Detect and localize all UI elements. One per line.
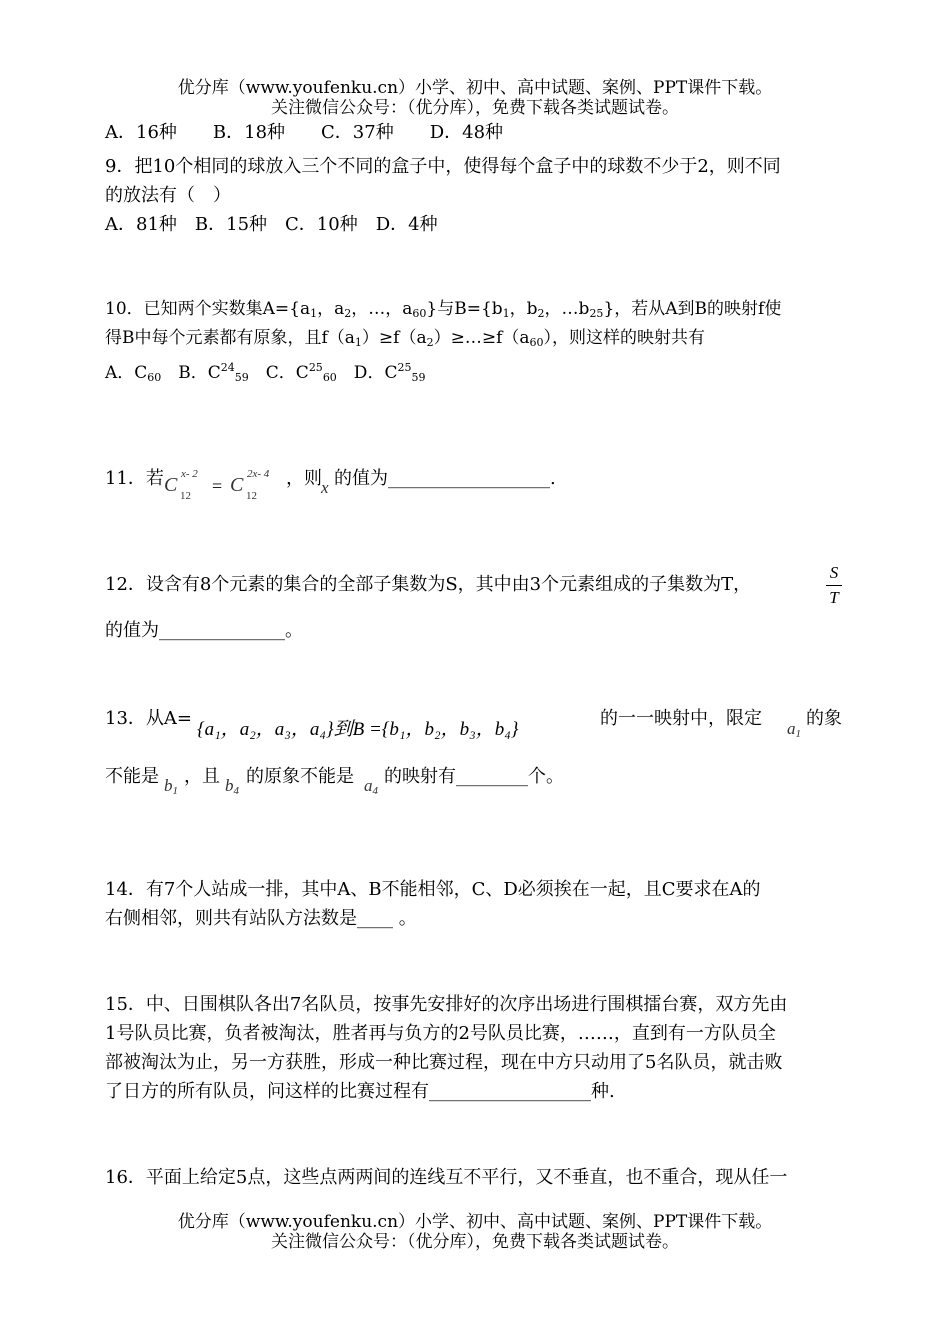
q10-subscript: 2 bbox=[344, 307, 352, 320]
q12-line-2: 的值为______________。 bbox=[105, 620, 303, 641]
q13-a-letter: a bbox=[364, 776, 373, 795]
q8-options: A．16种 B．18种 C．37种 D．48种 bbox=[105, 122, 504, 143]
q15-line-3: 部被淘汰为止，另一方获胜，形成一种比赛过程，现在中方只动用了5名队员，就击败 bbox=[105, 1052, 783, 1073]
q10-subscript: 59 bbox=[411, 371, 426, 384]
q10-text: ，…b bbox=[544, 299, 590, 319]
q11-subscript: 12 bbox=[180, 490, 191, 502]
q11-superscript: x- 2 bbox=[181, 468, 198, 480]
q9-options: A．81种 B．15种 C．10种 D．4种 bbox=[105, 214, 438, 235]
q10-subscript: 1 bbox=[354, 336, 362, 349]
q11-subscript: 12 bbox=[246, 490, 257, 502]
q11-prefix: 11．若 bbox=[105, 468, 164, 489]
q10-superscript: 24 bbox=[220, 361, 235, 374]
header-line-1: 优分库（www.youfenku.cn）小学、初中、高中试题、案例、PPT课件下载。 bbox=[177, 78, 773, 98]
q13-a4 bbox=[364, 776, 378, 797]
q13-b1 bbox=[164, 776, 178, 797]
q10-subscript: 1 bbox=[502, 307, 510, 320]
q10-text: }，若从A到B的映射f使 bbox=[603, 299, 782, 319]
q11-c-symbol: C bbox=[164, 474, 178, 496]
q11-superscript: 2x- 4 bbox=[247, 468, 270, 480]
q13-subscript: 1 bbox=[795, 728, 801, 740]
q9-line-2: 的放法有（ ） bbox=[105, 185, 231, 206]
q10-text: ），则这样的映射共有 bbox=[543, 328, 706, 348]
q10-text: ）≥f（a bbox=[361, 328, 427, 348]
q13-b4 bbox=[225, 776, 239, 797]
q10-subscript: 60 bbox=[147, 371, 162, 384]
q13-suffix: 的象 bbox=[806, 708, 842, 729]
q13-subscript: 4 bbox=[233, 785, 239, 797]
q10-text: 得B中每个元素都有原象，且f（a bbox=[105, 328, 355, 348]
q11-c-symbol: C bbox=[230, 474, 244, 496]
q15-line-4: 了日方的所有队员，问这样的比赛过程有__________________种. bbox=[105, 1081, 615, 1102]
page-header bbox=[0, 78, 950, 118]
q15-line-2: 1号队员比赛，负者被淘汰，胜者再与负方的2号队员比赛，……，直到有一方队员全 bbox=[105, 1023, 776, 1044]
q13-mid: 的一一映射中，限定 bbox=[600, 708, 762, 729]
q9-line-1: 9．把10个相同的球放入三个不同的盒子中，使得每个盒子中的球数不少于2，则不同 bbox=[105, 156, 781, 177]
q11-mid: ，则 bbox=[286, 468, 322, 489]
q11-suffix: 的值为__________________. bbox=[334, 468, 556, 489]
q14-line-1: 14．有7个人站成一排，其中A、B不能相邻，C、D必须挨在一起，且C要求在A的 bbox=[105, 879, 761, 900]
q13-sets: {a₁，a₂，a₃，a₄}到B ={b₁，b₂，b₃，b₄} bbox=[197, 719, 519, 740]
q10-subscript: 1 bbox=[310, 307, 318, 320]
q10-option-c: C．C bbox=[248, 363, 309, 383]
q10-option-a: A．C bbox=[105, 363, 148, 383]
q14-line-2: 右侧相邻，则共有站队方法数是____ 。 bbox=[105, 908, 417, 929]
q13-subscript: 1 bbox=[172, 785, 178, 797]
q10-subscript: 60 bbox=[529, 336, 544, 349]
q13-l2b: ，且 bbox=[184, 766, 220, 787]
q12-line-1: 12．设含有8个元素的集合的全部子集数为S，其中由3个元素组成的子集数为T， bbox=[105, 574, 752, 595]
q10-option-b: B．C bbox=[161, 363, 221, 383]
q13-a1 bbox=[787, 719, 801, 740]
q13-subscript: 4 bbox=[372, 785, 378, 797]
q10-text: ，…，a bbox=[351, 299, 413, 319]
footer-line-2: 关注微信公众号：（优分库），免费下载各类试题试卷。 bbox=[271, 1232, 679, 1252]
header-line-2: 关注微信公众号：（优分库），免费下载各类试题试卷。 bbox=[271, 98, 679, 118]
q10-text: 10．已知两个实数集A={a bbox=[105, 299, 311, 319]
q15-line-1: 15．中、日围棋队各出7名队员，按事先安排好的次序出场进行围棋擂台赛，双方先由 bbox=[105, 994, 788, 1015]
footer-line-1: 优分库（www.youfenku.cn）小学、初中、高中试题、案例、PPT课件下载。 bbox=[177, 1212, 773, 1232]
q11-combination-right bbox=[230, 468, 270, 502]
q12-denominator: T bbox=[829, 588, 839, 607]
q10-option-d: D．C bbox=[336, 363, 398, 383]
q12-fraction-bar bbox=[826, 585, 842, 586]
q13-a-letter: a bbox=[787, 719, 796, 738]
q13-b-letter: b bbox=[164, 776, 173, 795]
q10-subscript: 59 bbox=[234, 371, 249, 384]
q10-subscript: 60 bbox=[322, 371, 337, 384]
q10-options bbox=[105, 353, 847, 392]
q10-text: ）≥…≥f（a bbox=[433, 328, 530, 348]
q11-variable-x: x bbox=[321, 478, 329, 497]
page-footer bbox=[0, 1212, 950, 1252]
q10-text: ，b bbox=[509, 299, 538, 319]
q13-prefix: 13．从A= bbox=[105, 708, 192, 729]
q10-subscript: 60 bbox=[412, 307, 427, 320]
q13-l2c: 的原象不能是 bbox=[246, 766, 354, 787]
q10-superscript: 25 bbox=[308, 361, 323, 374]
q11-combination-left bbox=[164, 468, 198, 502]
q10-text: }与B={b bbox=[426, 299, 503, 319]
q12-fraction bbox=[826, 562, 842, 609]
q16-line-1: 16．平面上给定5点，这些点两两间的连线互不平行，又不垂直，也不重合，现从任一 bbox=[105, 1167, 788, 1188]
q13-b-letter: b bbox=[225, 776, 234, 795]
q13-l2d: 的映射有________个。 bbox=[384, 766, 564, 787]
q11-equals: = bbox=[212, 476, 223, 496]
q13-l2a: 不能是 bbox=[105, 766, 159, 787]
q10-text: ，a bbox=[317, 299, 345, 319]
q10-superscript: 25 bbox=[397, 361, 412, 374]
q10-subscript: 2 bbox=[426, 336, 434, 349]
q10-subscript: 25 bbox=[589, 307, 604, 320]
q10-subscript: 2 bbox=[537, 307, 545, 320]
q12-numerator: S bbox=[829, 563, 839, 582]
